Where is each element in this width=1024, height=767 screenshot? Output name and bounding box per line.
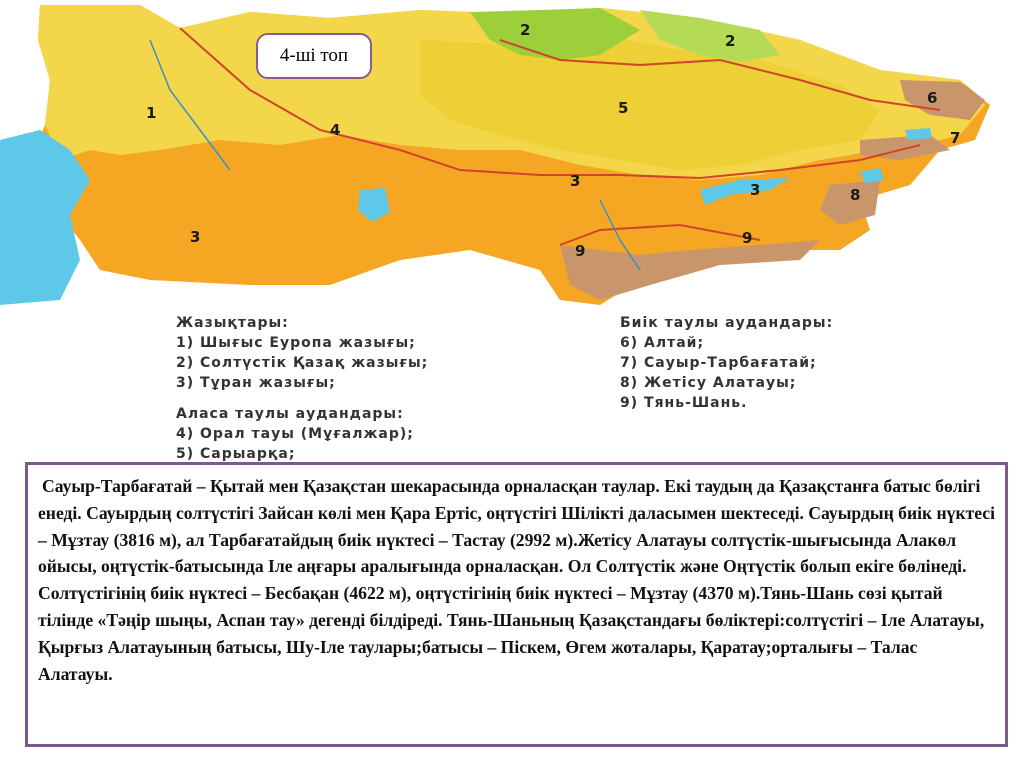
info-text: Сауыр-Тарбағатай – Қытай мен Қазақстан шекарасында орналасқан таулар. Екі таудың да Қазақстанға батыс бөлігі енеді. Сауырдың солтүстігі Зайсан көлі мен Қара Ертіс, оңтүстігі Шілікті даласымен шектеседі. Сауырдың биік нүктесі – Мұзтау (3816 м), ал Тарбағатайдың биік нүктесі – Тастау (2992 м).Жетісу Алатауы солтүстік-шығысында Алакөл ойысы, оңтүстік-батысында Іле аңғары аралығында орналасқан. Ол Солтүстік және Оңтүстік болып екіге бөлінеді. Солтүстігінің биік нүктесі – Бесбақан (4622 м), оңтүстігінің биік нүктесі – Мұзтау (4370 м).Тянь-Шань сөзі қытай тілінде «Тәңір шыңы, Аспан тау» дегенді білдіреді. Тянь-Шаньның Қазақстандағы бөліктері:солтүстігі – Іле Алатауы, Қырғыз Алатауының батысы, Шу-Іле таулары;батысы – Піскем, Өгем жоталары, Қаратау;орталығы – Талас Алатауы. [38,476,995,684]
zaisan-lake [905,128,932,140]
legend-low-mountains [176,404,414,464]
legend-heading: Аласа таулы аудандары: [176,406,404,422]
legend-item: 1) Шығыс Еуропа жазығы; [176,335,416,351]
region-number: 9 [742,229,753,247]
group-badge: 4-ші топ [256,33,372,79]
region-number: 3 [190,228,201,246]
legend-item: 3) Тұран жазығы; [176,375,336,391]
region-number: 4 [330,121,341,139]
kazakhstan-relief-map [0,0,1024,310]
region-number: 2 [725,32,736,50]
region-number: 9 [575,242,586,260]
region-number: 5 [618,99,629,117]
legend-item: 5) Сарыарқа; [176,446,296,462]
region-number: 7 [950,129,961,147]
legend-item: 9) Тянь-Шань. [620,395,748,411]
legend-item: 8) Жетісу Алатауы; [620,375,797,391]
region-number: 3 [570,172,581,190]
info-text-box [25,462,1008,747]
region-number: 3 [750,181,761,199]
legend-item: 2) Солтүстік Қазақ жазығы; [176,355,429,371]
legend-item: 7) Сауыр-Тарбағатай; [620,355,817,371]
legend-heading: Жазықтары: [176,315,289,331]
region-number: 1 [146,104,157,122]
legend-high-mountains [620,313,833,413]
legend-item: 4) Орал тауы (Мұғалжар); [176,426,414,442]
region-number: 8 [850,186,861,204]
region-number: 6 [927,89,938,107]
region-number: 2 [520,21,531,39]
legend-item: 6) Алтай; [620,335,705,351]
legend-heading: Биік таулы аудандары: [620,315,834,331]
legend-lowlands [176,313,428,393]
